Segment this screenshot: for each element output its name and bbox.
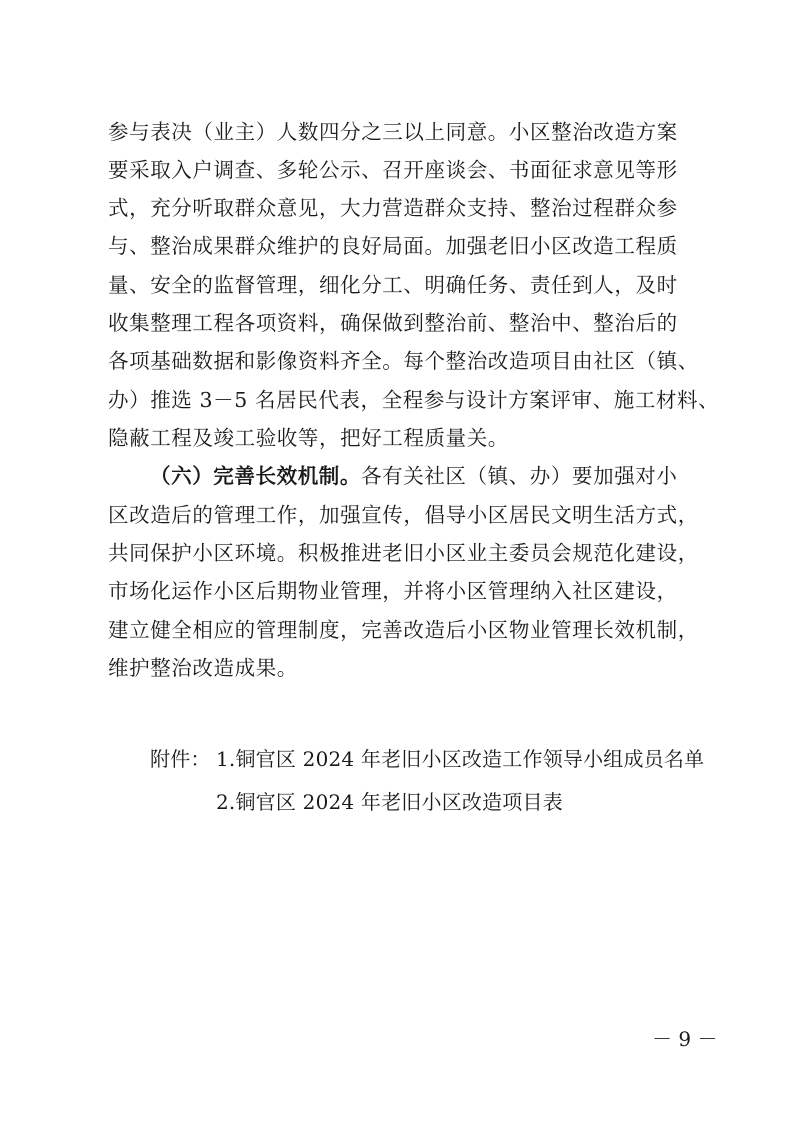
paragraph-line: 要采取入户调查、多轮公示、召开座谈会、书面征求意见等形 bbox=[108, 158, 678, 182]
paragraph-line: 式，充分听取群众意见，大力营造群众支持、整治过程群众参 bbox=[108, 196, 678, 220]
paragraph-line: 办）推选 3－5 名居民代表，全程参与设计方案评审、施工材料、 bbox=[108, 388, 720, 412]
section-heading: （六）完善长效机制。 bbox=[150, 464, 361, 488]
paragraph-line: 市场化运作小区后期物业管理，并将小区管理纳入社区建设， bbox=[108, 579, 678, 603]
paragraph-line: 共同保护小区环境。积极推进老旧小区业主委员会规范化建设， bbox=[108, 541, 699, 565]
section-first-line-text: 各有关社区（镇、办）要加强对小 bbox=[361, 464, 678, 488]
attachments-label: 附件： bbox=[150, 747, 211, 771]
paragraph-line: 维护整治改造成果。 bbox=[108, 656, 298, 680]
paragraph-line: 区改造后的管理工作，加强宣传，倡导小区居民文明生活方式， bbox=[108, 503, 699, 527]
page-number: － 9 － bbox=[652, 1027, 718, 1051]
attachment-item: 1.铜官区 2024 年老旧小区改造工作领导小组成员名单 bbox=[216, 747, 705, 771]
paragraph-line: 收集整理工程各项资料，确保做到整治前、整治中、整治后的 bbox=[108, 311, 678, 335]
attachment-item: 2.铜官区 2024 年老旧小区改造项目表 bbox=[216, 790, 563, 814]
paragraph-line: 量、安全的监督管理，细化分工、明确任务、责任到人，及时 bbox=[108, 273, 678, 297]
paragraph-line: 各项基础数据和影像资料齐全。每个整治改造项目由社区（镇、 bbox=[108, 349, 699, 373]
paragraph-line: 参与表决（业主）人数四分之三以上同意。小区整治改造方案 bbox=[108, 120, 678, 144]
paragraph-line: 与、整治成果群众维护的良好局面。加强老旧小区改造工程质 bbox=[108, 234, 678, 258]
section-first-line bbox=[150, 461, 678, 491]
paragraph-line: 建立健全相应的管理制度，完善改造后小区物业管理长效机制， bbox=[108, 618, 699, 642]
paragraph-line: 隐蔽工程及竣工验收等，把好工程质量关。 bbox=[108, 426, 509, 450]
